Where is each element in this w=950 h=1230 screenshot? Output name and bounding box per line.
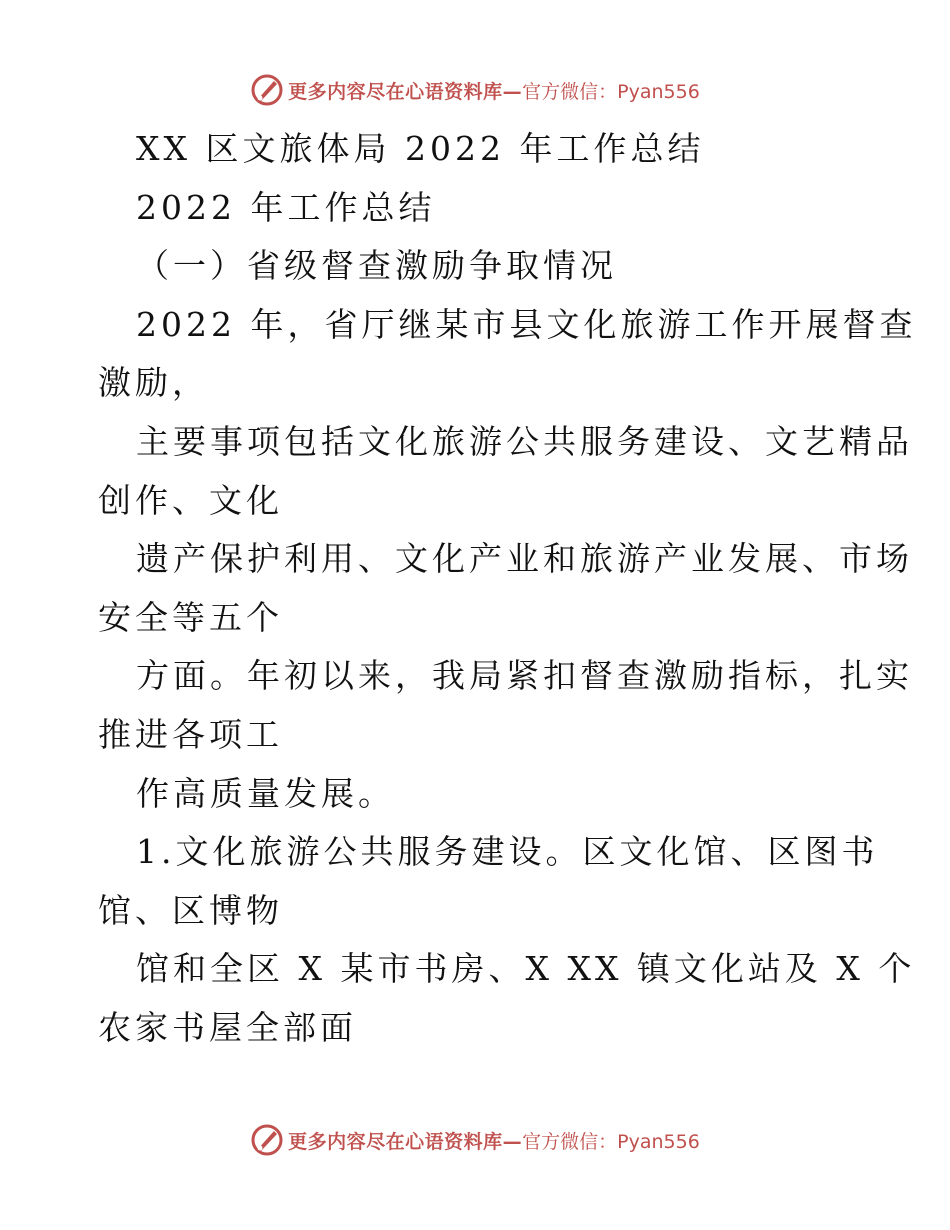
quill-circle-icon [250, 73, 284, 107]
section-heading: （一）省级督查激励争取情况 [136, 246, 617, 286]
document-body [98, 120, 917, 1058]
paragraph-line: 创作、文化 [98, 480, 283, 520]
watermark-wechat: 官方微信：Pyan556 [522, 1130, 700, 1153]
watermark-header [0, 70, 950, 110]
paragraph-line: 推进各项工 [98, 714, 283, 754]
paragraph-line: 馆、区博物 [98, 890, 283, 930]
quill-circle-icon [250, 1123, 284, 1157]
doc-subtitle: 2022 年工作总结 [136, 187, 436, 227]
paragraph-line: 2022 年，省厅继某市县文化旅游工作开展督查 [136, 304, 917, 344]
doc-title: XX 区文旅体局 2022 年工作总结 [136, 129, 705, 168]
paragraph-line: 安全等五个 [98, 597, 283, 637]
paragraph-line: 主要事项包括文化旅游公共服务建设、文艺精品 [136, 421, 913, 461]
list-item-heading: 1.文化旅游公共服务建设。区文化馆、区图书 [136, 832, 879, 872]
paragraph-line: 农家书屋全部面 [98, 1007, 357, 1047]
paragraph-line: 馆和全区 X 某市书房、X XX 镇文化站及 X 个 [136, 949, 916, 989]
paragraph-line: 遗产保护利用、文化产业和旅游产业发展、市场 [136, 539, 913, 579]
watermark-wechat: 官方微信：Pyan556 [522, 80, 700, 103]
paragraph-line: 激励， [98, 363, 209, 403]
watermark-footer [0, 1120, 950, 1160]
paragraph-line: 方面。年初以来，我局紧扣督查激励指标，扎实 [136, 656, 913, 696]
watermark-text: 更多内容尽在心语资料库— [288, 80, 523, 103]
paragraph-line: 作高质量发展。 [136, 773, 395, 813]
watermark-text: 更多内容尽在心语资料库— [288, 1130, 523, 1153]
